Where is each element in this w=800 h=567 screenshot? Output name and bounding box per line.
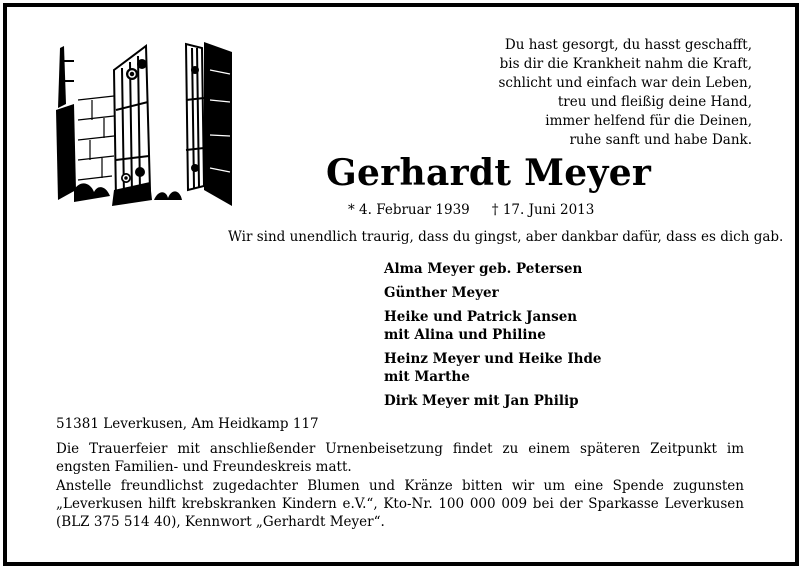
poem-line: ruhe sanft und habe Dank. [569,132,752,148]
iron-gate-drawing-icon [54,40,234,208]
mourner-line: Heike und Patrick Jansen [384,309,578,325]
mourner-group [384,392,601,410]
mourner-line: mit Alina und Philine [384,327,546,343]
mourner-group [384,260,601,278]
mourner-group [384,350,601,386]
deceased-name: Gerhardt Meyer [326,152,652,194]
mourner-line: Günther Meyer [384,285,499,301]
address: 51381 Leverkusen, Am Heidkamp 117 [56,416,319,432]
donation-notice: Anstelle freundlichst zugedachter Blumen und Kränze bitten wir um eine Spende zugunsten „Leverkusen hilft krebskranken Kindern e.V.“, Kto-Nr. 100 000 009 bei der Sparkasse Leverkusen (BLZ 375 514 40), Kennwort „Gerhardt Meyer“. [56,478,744,530]
life-dates [348,202,594,218]
mourner-line: mit Marthe [384,369,470,385]
mourner-group [384,284,601,302]
death-date: † 17. Juni 2013 [491,202,595,218]
poem [392,36,752,150]
poem-line: immer helfend für die Deinen, [545,113,752,129]
poem-line: Du hast gesorgt, du hasst geschafft, [504,37,752,53]
poem-line: treu und fleißig deine Hand, [557,94,752,110]
mourners-list [384,260,601,416]
mourner-line: Alma Meyer geb. Petersen [384,261,583,277]
mourner-group [384,308,601,344]
poem-line: bis dir die Krankheit nahm die Kraft, [499,56,752,72]
birth-date: * 4. Februar 1939 [348,202,470,218]
farewell-sentence: Wir sind unendlich traurig, dass du gingst, aber dankbar dafür, dass es dich gab. [228,229,784,245]
mourner-line: Heinz Meyer und Heike Ihde [384,351,602,367]
funeral-notice: Die Trauerfeier mit anschließender Urnenbeisetzung findet zu einem späteren Zeitpunkt im engsten Familien- und Freundeskreis matt. [56,441,744,475]
poem-line: schlicht und einfach war dein Leben, [498,75,752,91]
mourner-line: Dirk Meyer mit Jan Philip [384,393,579,409]
